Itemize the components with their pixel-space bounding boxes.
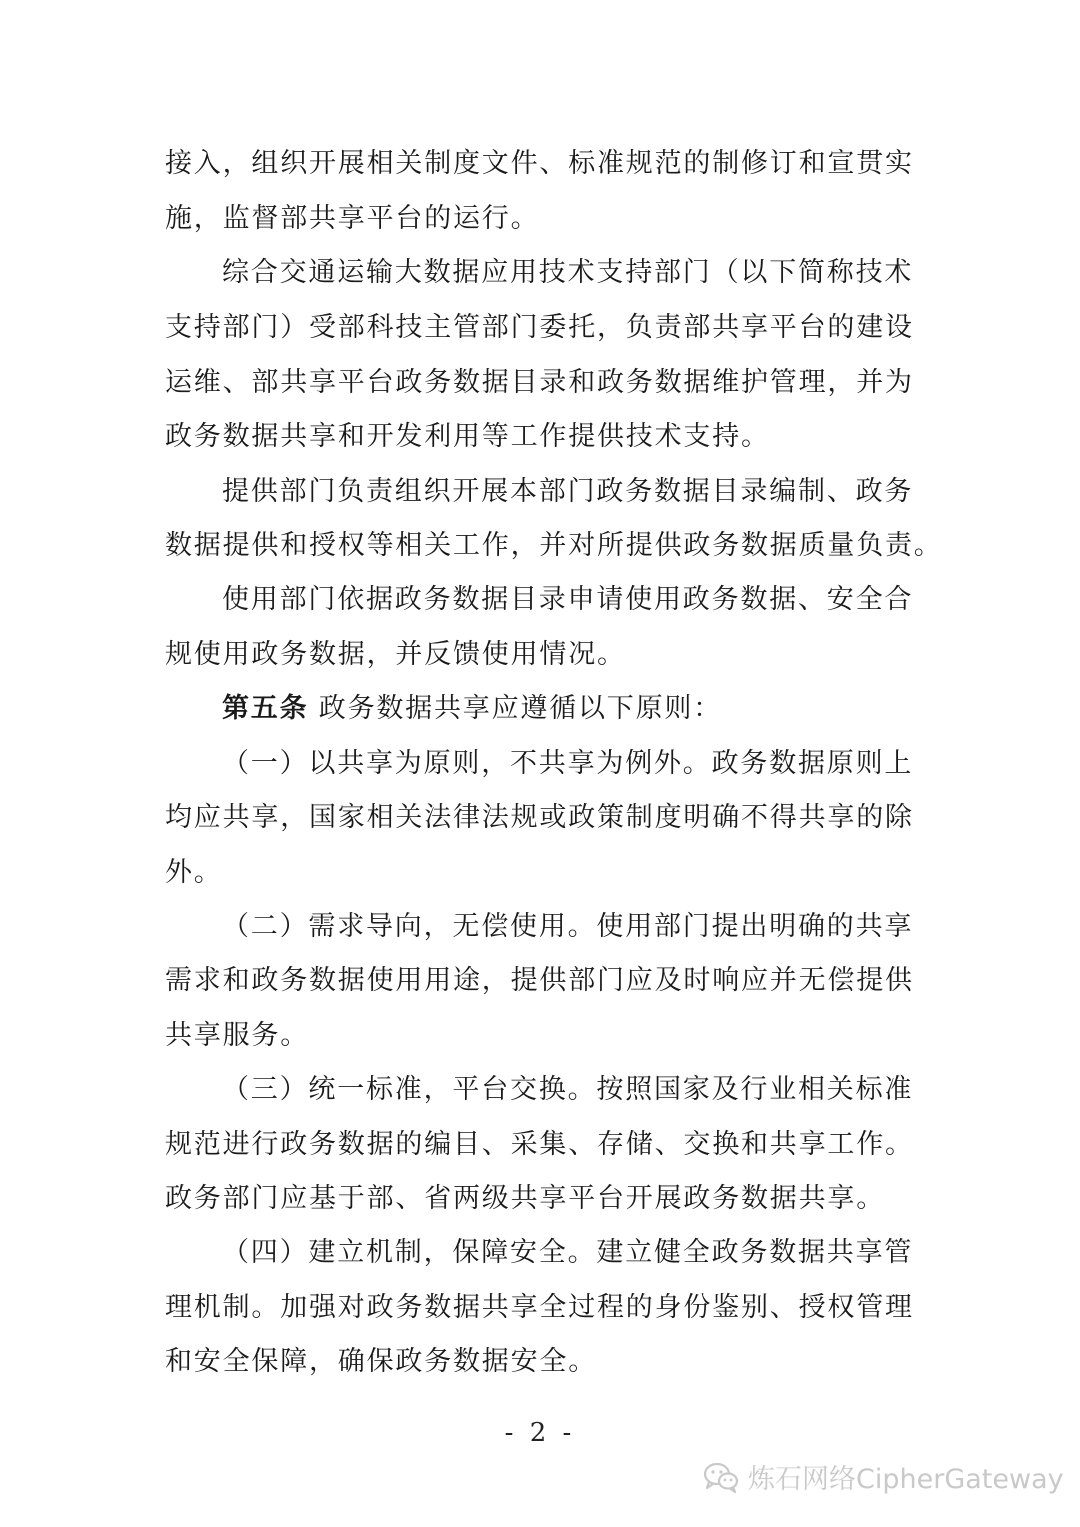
article-line: [222, 693, 982, 725]
watermark-text: 炼石网络CipherGateway: [748, 1464, 1064, 1495]
text-line: 政务部门应基于部、省两级共享平台开展政务数据共享。: [165, 1183, 885, 1214]
text-line: 规范进行政务数据的编目、采集、存储、交换和共享工作。: [165, 1129, 914, 1160]
article-text: 政务数据共享应遵循以下原则：: [318, 693, 722, 724]
text-line: （一）以共享为原则，不共享为例外。政务数据原则上: [222, 748, 914, 779]
text-line: （三）统一标准，平台交换。按照国家及行业相关标准: [222, 1074, 914, 1105]
text-line: 支持部门）受部科技主管部门委托，负责部共享平台的建设: [165, 312, 914, 343]
text-line: 均应共享，国家相关法律法规或政策制度明确不得共享的除: [165, 802, 914, 833]
text-line: 接入，组织开展相关制度文件、标准规范的制修订和宣贯实: [165, 148, 914, 179]
text-line: 数据提供和授权等相关工作，并对所提供政务数据质量负责。: [165, 530, 943, 561]
text-line: 运维、部共享平台政务数据目录和政务数据维护管理，并为: [165, 367, 914, 398]
text-line: 共享服务。: [165, 1020, 309, 1051]
article-label: 第五条: [222, 693, 309, 724]
text-line: 规使用政务数据，并反馈使用情况。: [165, 639, 626, 670]
page-number: - 2 -: [504, 1418, 576, 1448]
text-line: （二）需求导向，无偿使用。使用部门提出明确的共享: [222, 911, 914, 942]
text-line: （四）建立机制，保障安全。建立健全政务数据共享管: [222, 1237, 914, 1268]
text-line: 理机制。加强对政务数据共享全过程的身份鉴别、授权管理: [165, 1292, 914, 1323]
text-line: 提供部门负责组织开展本部门政务数据目录编制、政务: [222, 476, 914, 507]
text-line: 政务数据共享和开发利用等工作提供技术支持。: [165, 421, 770, 452]
text-line: 和安全保障，确保政务数据安全。: [165, 1346, 597, 1377]
text-line: 外。: [165, 857, 223, 888]
text-line: 施，监督部共享平台的运行。: [165, 203, 540, 234]
text-line: 使用部门依据政务数据目录申请使用政务数据、安全合: [222, 584, 914, 615]
text-line: 综合交通运输大数据应用技术支持部门（以下简称技术: [222, 257, 914, 288]
watermark: [702, 1457, 1064, 1496]
wechat-icon: [702, 1460, 740, 1494]
text-line: 需求和政务数据使用用途，提供部门应及时响应并无偿提供: [165, 965, 914, 996]
